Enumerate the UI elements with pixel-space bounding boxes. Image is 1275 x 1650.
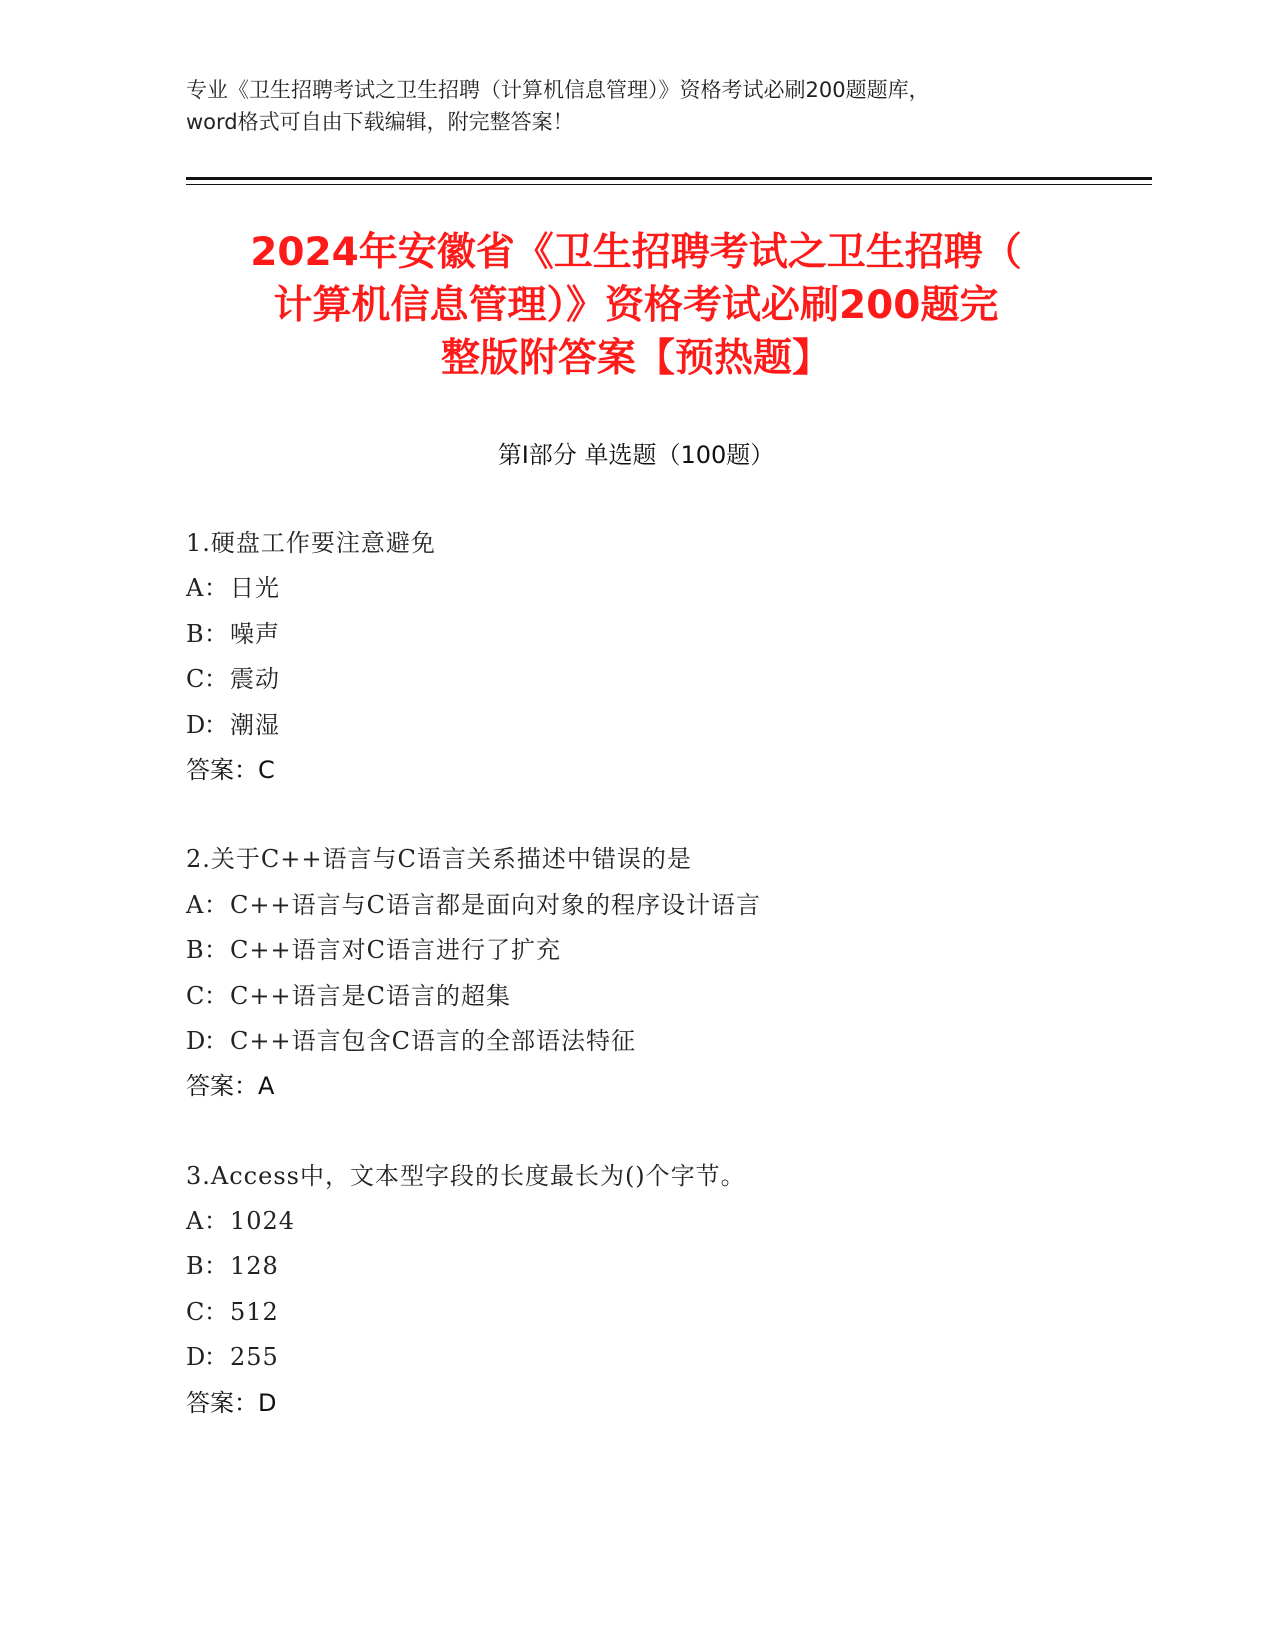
answer-line: 答案：D (186, 1388, 277, 1417)
option-letter: C (186, 665, 206, 694)
question-stem: 2.关于C++语言与C语言关系描述中错误的是 (186, 845, 692, 874)
option-separator: ： (204, 665, 229, 694)
option-c (186, 974, 1086, 1019)
option-b (186, 612, 1086, 657)
answer-line: 答案：A (186, 1072, 275, 1101)
option-separator: ： (204, 1207, 229, 1236)
header-divider-thin (186, 184, 1152, 185)
option-separator: ： (204, 890, 229, 919)
question-stem: 3.Access中，文本型字段的长度最长为()个字节。 (186, 1161, 746, 1190)
option-c (186, 657, 1086, 702)
option-text: C++语言是C语言的超集 (230, 981, 511, 1010)
option-text: 512 (230, 1297, 279, 1326)
option-a (186, 883, 1086, 928)
header-divider-thick (186, 177, 1152, 180)
section-title: 第Ⅰ部分 单选题（100题） (497, 441, 775, 469)
option-separator: ： (204, 1297, 229, 1326)
option-separator: ： (204, 1343, 229, 1372)
option-letter: C (186, 981, 206, 1010)
question-2 (186, 837, 1086, 1109)
option-separator: ： (204, 619, 229, 648)
option-d (186, 1019, 1086, 1064)
option-separator: ： (204, 1252, 229, 1281)
document-title (186, 226, 1086, 385)
option-text: 128 (230, 1252, 279, 1281)
option-c (186, 1290, 1086, 1335)
option-letter: D (186, 710, 207, 739)
question-list (186, 521, 1086, 1470)
header-note-line-2: word格式可自由下载编辑，附完整答案！ (186, 110, 574, 134)
option-b (186, 1244, 1086, 1289)
option-separator: ： (204, 574, 229, 603)
option-letter: A (186, 574, 205, 603)
option-letter: B (186, 619, 205, 648)
option-text: 1024 (230, 1207, 296, 1236)
option-text: 噪声 (230, 619, 280, 648)
document-title-line-1: 2024年安徽省《卫生招聘考试之卫生招聘（ (250, 230, 1022, 275)
option-text: 255 (230, 1343, 279, 1372)
option-d (186, 703, 1086, 748)
document-title-line-2: 计算机信息管理）》资格考试必刷200题完 (273, 283, 999, 328)
option-text: 潮湿 (230, 710, 280, 739)
option-a (186, 1199, 1086, 1244)
option-letter: D (186, 1343, 207, 1372)
option-letter: A (186, 1207, 205, 1236)
option-letter: B (186, 936, 205, 965)
option-separator: ： (204, 981, 229, 1010)
option-letter: D (186, 1026, 207, 1055)
question-stem: 1.硬盘工作要注意避免 (186, 529, 436, 557)
option-text: 日光 (230, 574, 280, 603)
option-d (186, 1335, 1086, 1380)
header-note-line-1: 专业《卫生招聘考试之卫生招聘（计算机信息管理）》资格考试必刷200题题库， (186, 78, 930, 102)
header-note (186, 74, 1106, 138)
option-letter: B (186, 1252, 205, 1281)
option-separator: ： (204, 1026, 229, 1055)
option-separator: ： (204, 710, 229, 739)
option-text: 震动 (230, 665, 280, 694)
document-title-line-3: 整版附答案【预热题】 (440, 336, 831, 381)
option-letter: A (186, 890, 205, 919)
option-b (186, 928, 1086, 973)
answer-line: 答案：C (186, 755, 275, 784)
option-text: C++语言对C语言进行了扩充 (230, 936, 561, 965)
question-3 (186, 1154, 1086, 1426)
option-a (186, 566, 1086, 611)
option-separator: ： (204, 936, 229, 965)
option-text: C++语言与C语言都是面向对象的程序设计语言 (230, 890, 761, 919)
question-1 (186, 521, 1086, 793)
option-text: C++语言包含C语言的全部语法特征 (230, 1026, 636, 1055)
option-letter: C (186, 1297, 206, 1326)
